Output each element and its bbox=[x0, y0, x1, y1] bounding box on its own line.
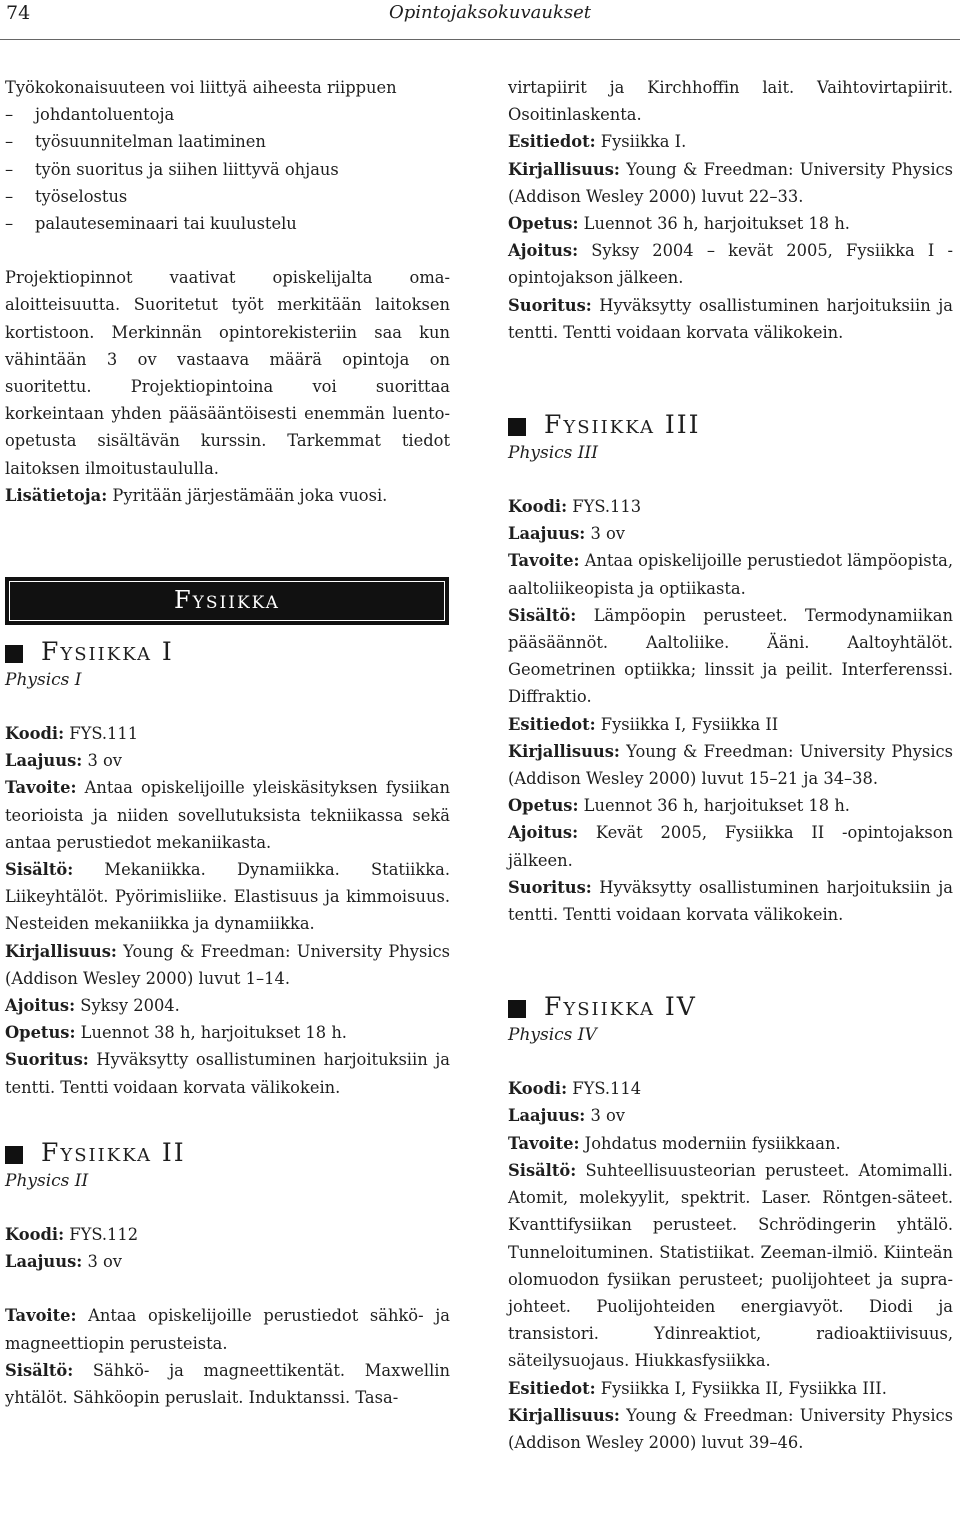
tavoite-line bbox=[508, 1130, 953, 1157]
course-title-text: Fysiikka I bbox=[41, 637, 174, 667]
course-english-title: Physics II bbox=[5, 1170, 89, 1191]
laajuus-line bbox=[5, 1248, 450, 1275]
koodi-line bbox=[5, 1221, 450, 1248]
list-item: – palauteseminaari tai kuulustelu bbox=[5, 210, 450, 237]
course-title-fys2 bbox=[5, 1138, 450, 1168]
sisalto-line bbox=[508, 1157, 953, 1375]
sisalto-value-part1: Sähkö- ja magneettikentät. Maxwellin yhtälöt. Sähköopin peruslait. Induktanssi. Tasa- bbox=[5, 1360, 450, 1407]
esitiedot-label: Esitiedot: bbox=[508, 1378, 596, 1398]
course-title-fys3 bbox=[508, 410, 953, 440]
laajuus-value: 3 ov bbox=[82, 751, 123, 771]
tavoite-label: Tavoite: bbox=[5, 778, 77, 798]
sisalto-value: Lämpöopin perusteet. Termodynamiikan pääsäännöt. Aaltoliike. Ääni. Aaltoyhtälöt. Geometrinen optiikka; linssit ja peilit. Interferenssi. Diffraktio. bbox=[508, 605, 953, 707]
esitiedot-line bbox=[508, 128, 953, 155]
koodi-value: FYS.112 bbox=[64, 1224, 139, 1244]
laajuus-line bbox=[508, 1102, 953, 1129]
square-bullet-icon bbox=[5, 645, 23, 663]
list-item: – työselostus bbox=[5, 183, 450, 210]
tavoite-label: Tavoite: bbox=[508, 1133, 580, 1153]
opetus-line bbox=[508, 792, 953, 819]
tavoite-value: Antaa opiskelijoille yleiskäsityksen fysiikan teorioista ja niiden sovellutuksista tekniikassa sekä antaa perustiedot mekaniikasta. bbox=[5, 778, 450, 852]
square-bullet-icon bbox=[508, 418, 526, 436]
tavoite-value: Antaa opiskelijoille perustiedot sähkö- ja magneettiopin perusteista. bbox=[5, 1306, 450, 1353]
esitiedot-label: Esitiedot: bbox=[508, 132, 596, 152]
course-english-title: Physics I bbox=[5, 670, 82, 691]
esitiedot-value: Fysiikka I. bbox=[595, 132, 687, 152]
intro-list bbox=[5, 101, 450, 237]
lisatietoja-label: Lisätietoja: bbox=[5, 485, 108, 505]
page-header bbox=[0, 0, 960, 40]
tavoite-line bbox=[5, 1302, 450, 1356]
kirjallisuus-value: Young & Freedman: University Physics (Addison Wesley 2000) luvut 39–46. bbox=[508, 1405, 953, 1452]
spacer bbox=[5, 237, 450, 264]
laajuus-label: Laajuus: bbox=[508, 1106, 586, 1126]
esitiedot-label: Esitiedot: bbox=[508, 714, 596, 734]
ajoitus-line bbox=[508, 237, 953, 291]
kirjallisuus-line bbox=[508, 738, 953, 792]
opetus-label: Opetus: bbox=[508, 796, 579, 816]
ajoitus-label: Ajoitus: bbox=[508, 823, 579, 843]
kirjallisuus-line bbox=[508, 1402, 953, 1456]
ajoitus-value: Kevät 2005, Fysiikka II -opintojakson jälkeen. bbox=[508, 823, 953, 870]
tavoite-line bbox=[508, 547, 953, 601]
right-column bbox=[508, 74, 953, 1456]
list-item: – työn suoritus ja siihen liittyvä ohjaus bbox=[5, 156, 450, 183]
ajoitus-label: Ajoitus: bbox=[508, 241, 579, 261]
koodi-label: Koodi: bbox=[5, 1224, 65, 1244]
sisalto-label: Sisältö: bbox=[5, 1360, 74, 1380]
suoritus-value: Hyväksytty osallistuminen harjoituksiin ja tentti. Tentti voidaan korvata välikokein. bbox=[5, 1050, 450, 1097]
kirjallisuus-label: Kirjallisuus: bbox=[508, 1405, 620, 1425]
sisalto-label: Sisältö: bbox=[508, 1160, 577, 1180]
laajuus-label: Laajuus: bbox=[5, 1252, 83, 1272]
koodi-label: Koodi: bbox=[5, 724, 65, 744]
lisatietoja-text: Pyritään järjestämään joka vuosi. bbox=[107, 485, 388, 505]
opetus-line bbox=[5, 1019, 450, 1046]
suoritus-line bbox=[508, 292, 953, 346]
course-title-fys4 bbox=[508, 992, 953, 1022]
section-banner bbox=[5, 577, 449, 625]
suoritus-line bbox=[5, 1046, 450, 1100]
list-item: – työsuunnitelman laatiminen bbox=[5, 128, 450, 155]
koodi-value: FYS.114 bbox=[567, 1079, 642, 1099]
spacer bbox=[5, 1275, 450, 1302]
laajuus-value: 3 ov bbox=[585, 1106, 626, 1126]
laajuus-label: Laajuus: bbox=[5, 751, 83, 771]
koodi-line bbox=[5, 720, 450, 747]
sisalto-label: Sisältö: bbox=[508, 605, 577, 625]
tavoite-value: Johdatus moderniin fysiikkaan. bbox=[579, 1133, 841, 1153]
koodi-line bbox=[508, 493, 953, 520]
kirjallisuus-value: Young & Freedman: University Physics (Addison Wesley 2000) luvut 22–33. bbox=[508, 159, 953, 206]
intro-lead: Työkokonaisuuteen voi liittyä aiheesta riippuen bbox=[5, 78, 397, 97]
ajoitus-label: Ajoitus: bbox=[5, 996, 76, 1016]
tavoite-value: Antaa opiskelijoille perustiedot lämpöopista, aaltoliikeopista ja optiikasta. bbox=[508, 551, 953, 598]
tavoite-label: Tavoite: bbox=[5, 1306, 77, 1326]
suoritus-label: Suoritus: bbox=[5, 1050, 89, 1070]
course-english-title: Physics IV bbox=[508, 1025, 597, 1046]
ajoitus-value: Syksy 2004. bbox=[75, 996, 180, 1016]
running-head: Opintojaksokuvaukset bbox=[389, 2, 592, 23]
esitiedot-line bbox=[508, 1375, 953, 1402]
square-bullet-icon bbox=[5, 1146, 23, 1164]
opetus-value: Luennot 36 h, harjoitukset 18 h. bbox=[578, 796, 850, 816]
square-bullet-icon bbox=[508, 1000, 526, 1018]
kirjallisuus-value: Young & Freedman: University Physics (Addison Wesley 2000) luvut 1–14. bbox=[5, 941, 450, 988]
esitiedot-line bbox=[508, 711, 953, 738]
opetus-line bbox=[508, 210, 953, 237]
ajoitus-line bbox=[508, 819, 953, 873]
suoritus-label: Suoritus: bbox=[508, 877, 592, 897]
course-title-fys1 bbox=[5, 637, 450, 667]
sisalto-value: Mekaniikka. Dynamiikka. Statiikka. Liikeyhtälöt. Pyörimisliike. Elastisuus ja kimmoisuus. Nesteiden mekaniikka ja dynamiikka. bbox=[5, 860, 450, 934]
sisalto-line bbox=[508, 602, 953, 711]
suoritus-label: Suoritus: bbox=[508, 295, 592, 315]
ajoitus-value: Syksy 2004 – kevät 2005, Fysiikka I -opintojakson jälkeen. bbox=[508, 241, 953, 288]
koodi-label: Koodi: bbox=[508, 1079, 568, 1099]
koodi-label: Koodi: bbox=[508, 497, 568, 517]
koodi-line bbox=[508, 1075, 953, 1102]
suoritus-line bbox=[508, 874, 953, 928]
sisalto-continuation: virtapiirit ja Kirchhoffin lait. Vaihtovirtapiirit. Osoitinlaskenta. bbox=[508, 78, 953, 125]
sisalto-line bbox=[5, 1357, 450, 1411]
course-title-text: Fysiikka IV bbox=[544, 992, 697, 1022]
opetus-label: Opetus: bbox=[5, 1023, 76, 1043]
spacer bbox=[5, 1101, 450, 1128]
koodi-value: FYS.113 bbox=[567, 497, 642, 517]
koodi-value: FYS.111 bbox=[64, 724, 139, 744]
laajuus-value: 3 ov bbox=[585, 524, 626, 544]
sisalto-line bbox=[5, 856, 450, 938]
spacer bbox=[508, 346, 953, 400]
laajuus-line bbox=[5, 747, 450, 774]
laajuus-value: 3 ov bbox=[82, 1252, 123, 1272]
ajoitus-line bbox=[5, 992, 450, 1019]
kirjallisuus-line bbox=[508, 156, 953, 210]
lisatietoja-line bbox=[5, 482, 450, 509]
tavoite-label: Tavoite: bbox=[508, 551, 580, 571]
kirjallisuus-value: Young & Freedman: University Physics (Addison Wesley 2000) luvut 15–21 ja 34–38. bbox=[508, 741, 953, 789]
esitiedot-value: Fysiikka I, Fysiikka II, Fysiikka III. bbox=[595, 1378, 887, 1398]
esitiedot-value: Fysiikka I, Fysiikka II bbox=[595, 714, 779, 734]
spacer bbox=[508, 928, 953, 982]
page-number: 74 bbox=[6, 2, 31, 24]
suoritus-value: Hyväksytty osallistuminen harjoituksiin ja tentti. Tentti voidaan korvata välikokein. bbox=[508, 295, 953, 342]
kirjallisuus-label: Kirjallisuus: bbox=[5, 941, 117, 961]
left-column bbox=[5, 74, 450, 1411]
opetus-value: Luennot 38 h, harjoitukset 18 h. bbox=[75, 1023, 347, 1043]
intro-paragraph: Projektiopinnot vaativat opiskelijalta omaaloitteisuutta. Suoritetut työt merkitään laitoksen kortistoon. Merkinnän opintorekisteriin saa kun vähintään 3 ov vastaava määrä opintoja on suoritettu. Projektiopintoina voi suorittaa korkeintaan yhden pääsääntöisesti enemmän luento-opetusta sisältävän kurssin. Tarkemmat tiedot laitoksen ilmoitustaululla. bbox=[5, 268, 450, 478]
laajuus-line bbox=[508, 520, 953, 547]
list-item: – johdantoluentoja bbox=[5, 101, 450, 128]
course-english-title: Physics III bbox=[508, 443, 598, 464]
opetus-label: Opetus: bbox=[508, 214, 579, 234]
suoritus-value: Hyväksytty osallistuminen harjoituksiin ja tentti. Tentti voidaan korvata välikokein. bbox=[508, 877, 953, 925]
course-title-text: Fysiikka II bbox=[41, 1137, 186, 1167]
tavoite-line bbox=[5, 774, 450, 856]
sisalto-value: Suhteellisuusteorian perusteet. Atomimalli. Atomit, molekyylit, spektrit. Laser. Röntgen-säteet. Kvanttifysiikan perusteet. Schrödingerin yhtälö. Tunneloituminen. Statistiikat. Zeeman-ilmiö. Kiinteän olomuodon fysiikan perusteet; puolijohteet ja suprajohteet. Puolijohteiden energiavyöt. Diodi ja transistori. Ydinreaktiot, radioaktiivisuus, säteilysuojaus. Hiukkasfysiikka. bbox=[508, 1160, 953, 1371]
kirjallisuus-line bbox=[5, 938, 450, 992]
sisalto-label: Sisältö: bbox=[5, 860, 74, 880]
kirjallisuus-label: Kirjallisuus: bbox=[508, 741, 620, 761]
opetus-value: Luennot 36 h, harjoitukset 18 h. bbox=[578, 214, 850, 234]
section-title: Fysiikka bbox=[9, 581, 445, 621]
laajuus-label: Laajuus: bbox=[508, 524, 586, 544]
kirjallisuus-label: Kirjallisuus: bbox=[508, 159, 620, 179]
header-rule bbox=[0, 39, 960, 40]
course-title-text: Fysiikka III bbox=[544, 410, 701, 440]
